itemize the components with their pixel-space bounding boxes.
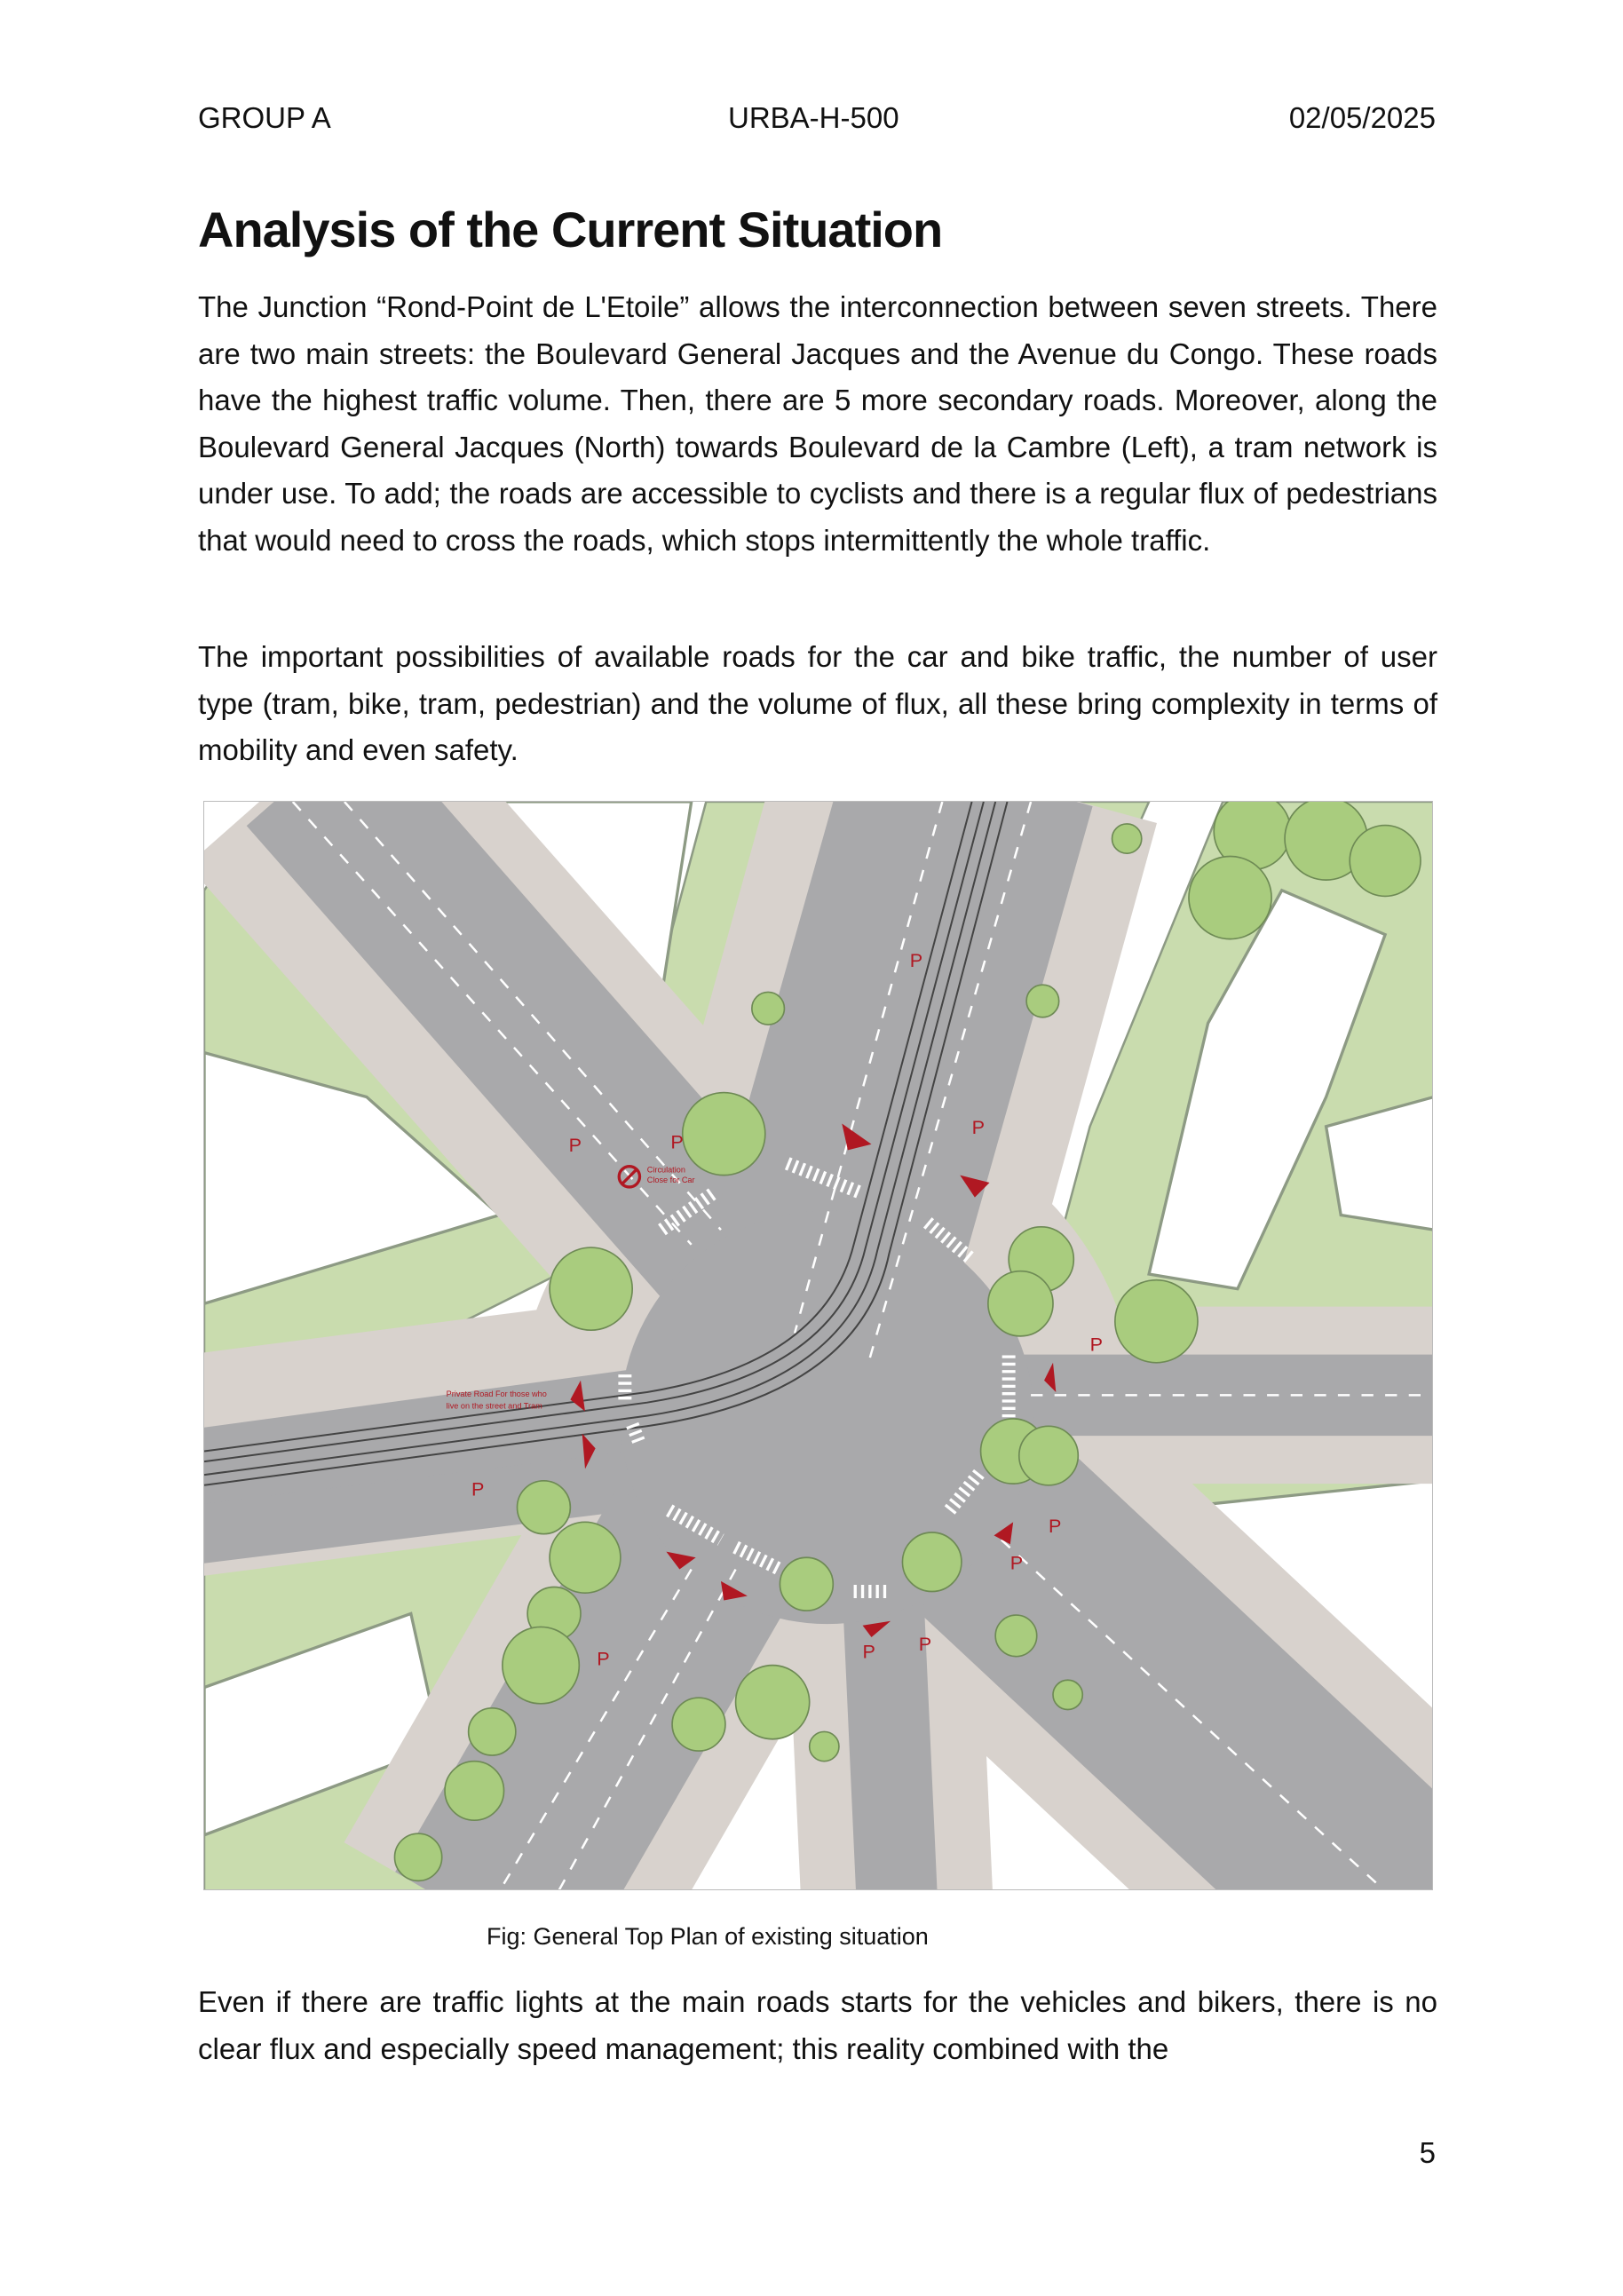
paragraph-traffic-lights: Even if there are traffic lights at the main roads starts for the vehicles and bikers, there is no clear flux and especially speed management; this reality combined with the: [198, 1985, 1437, 2065]
parking-marker: P: [862, 1640, 875, 1663]
junction-map: [204, 802, 1433, 1890]
parking-marker: P: [1009, 1551, 1024, 1574]
parking-marker: P: [918, 1632, 932, 1655]
parking-marker: P: [971, 1116, 986, 1139]
header-date: 02/05/2025: [1288, 101, 1436, 134]
figure-caption: Fig: General Top Plan of existing situation: [487, 1923, 929, 1950]
page-number: 5: [1419, 2136, 1436, 2169]
junction-top-plan-figure: [203, 801, 1433, 1890]
parking-marker: P: [670, 1130, 684, 1153]
label-private-line1: Private Road For those who: [446, 1389, 547, 1399]
parking-marker: P: [597, 1647, 610, 1670]
paragraph-complexity: The important possibilities of available roads for the car and bike traffic, the number of user type (tram, bike, tram, pedestrian) and the volume of flux, all these bring complexity in terms of mobility and even safety.: [198, 640, 1437, 766]
label-private-line2: live on the street and Tram: [446, 1401, 542, 1411]
parking-marker: P: [471, 1477, 485, 1500]
header-course-code: URBA-H-500: [728, 101, 899, 134]
paragraph-intro: The Junction “Rond-Point de L'Etoile” allows the interconnection between seven streets. There are two main streets: the Boulevard General Jacques and the Avenue du Congo. These roads have the highest traffic volume. Then, there are 5 more secondary roads. Moreover, along the Boulevard General Jacques (North) towards Boulevard de la Cambre (Left), a tram network is under use. To add; the roads are accessible to cyclists and there is a regular flux of pedestrians that would need to cross the roads, which stops intermittently the whole traffic.: [198, 290, 1437, 557]
parking-marker: P: [909, 949, 923, 972]
parking-marker: P: [1049, 1514, 1062, 1537]
parking-marker: P: [568, 1134, 582, 1157]
label-no-car-line2: Close for Car: [646, 1175, 695, 1184]
label-no-car-line1: Circulation: [646, 1165, 685, 1175]
header-group: GROUP A: [198, 101, 331, 134]
section-title: Analysis of the Current Situation: [198, 202, 943, 257]
parking-marker: P: [1089, 1333, 1104, 1356]
